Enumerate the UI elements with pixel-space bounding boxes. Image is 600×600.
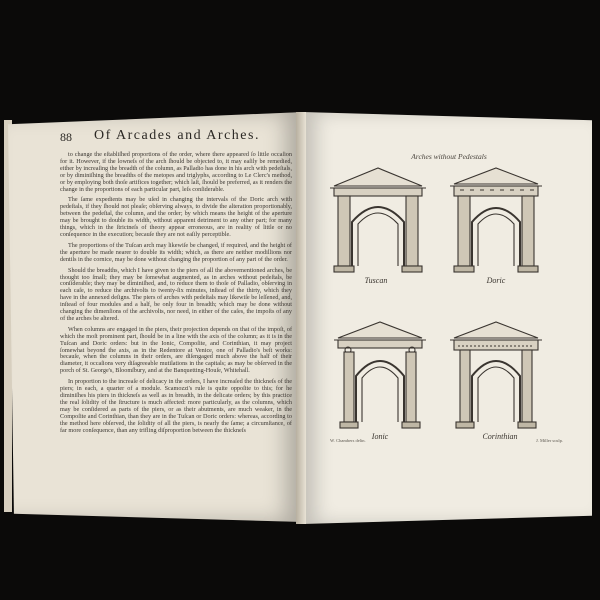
arch-label: Ionic	[371, 432, 389, 441]
arch-illustration	[446, 164, 546, 282]
corinthian-arch-drawing	[446, 318, 546, 436]
ionic-arch-drawing	[330, 318, 430, 436]
arch-illustration	[330, 318, 430, 436]
running-head	[60, 128, 290, 150]
paragraph: When columns are engaged in the piers, their projection depends on that of the impoſt, of which the moſt prominent part, ſhould be in a line with the axis of the column; as it is in the Tuſcan and Doric orders: but in the Ionic, Compoſite, and Corinthian, it may project ſomewhat beyond the axis, as in the Redentore at Venice, one of Palladio's beſt works: becauſe, when the columns in their orders, are diſengaged much above the half of their diameter, it occaſions very diſagreeable mutilations in the capitals; as may be obſerved in the porch of St. George's, Bloomſbury, and at the Banquetting-Houſe, Whitehall.	[60, 325, 292, 375]
tuscan-arch-drawing	[328, 164, 428, 282]
arch-label: Tuscan	[364, 276, 388, 285]
arch-illustration	[328, 164, 428, 282]
doric-arch-drawing	[446, 164, 546, 282]
arch-illustration	[446, 318, 546, 436]
paragraph: to change the eſtabliſhed proportions of the order, where there appeared ſo little occaſion for it. However, if the lowneſs of the arch ſhould be objected to, it may eaſily be remedied, either by increaſing the breadth of the column, as Palladio has done in his arch with pedeſtals, or by diminiſhing the breadths of the metopes and triglyphs, according to Le Clerc's method, or by employing both thoſe artifices together; which laſt, ſhould be preferred, as it renders the change in the proportions of each particular part, leſs conſiderable.	[60, 151, 292, 193]
plate-credit-right: J. Miller sculp.	[536, 438, 563, 443]
paragraph: In proportion to the increaſe of delicacy in the orders, I have increaſed the thickneſs of the piers; in each, a quarter of a module. Scamozzi's rule is quite oppoſite to this; for he diminiſhes his piers in thickneſs as well as in breadth, in the delicate orders; by this practice the real ſolidity of the ſtructure is much affected: more particularly, as the columns, which may be conſidered as parts of the piers, or as their abutments, are much weaker, in the Compoſite and Corinthian, than they are in the Tuſcan or Doric orders: whereas, according to the method here obſerved, the ſolidity of all the piers, is nearly the ſame; a circumſtance, of far more conſequence, than any trifling diſproportion between the thickneſs	[60, 378, 292, 434]
paragraph: The proportions of the Tuſcan arch may likewiſe be changed, if required, and the height of the aperture be made nearer to double its width; which, as there are neither modillions nor dentils in the cornice, may be done without changing the proportion of any part of the order.	[60, 241, 292, 263]
arch-label: Doric	[486, 276, 506, 285]
plate-title: Arches without Pedestals	[411, 152, 487, 161]
book-gutter	[296, 112, 306, 524]
paragraph: The ſame expedients may be uſed in changing the intervals of the Doric arch with pedeſtals, if they ſhould not pleaſe; obſerving always, to divide the alteration proportionably, between the pedeſtal, the column, and the order; by which means the height of the aperture may be brought to double its width, without apparent detriment to any other part; for many things, which in the ſtrictneſs of theory appear erroneous, are in reality of little or no conſequence in the execution; becauſe they are not eaſily perceptible.	[60, 196, 292, 238]
paragraph: Should the breadths, which I have given to the piers of all the abovementioned arches, be thought too ſmall; they may be ſomewhat augmented, as in arches without pedeſtals, be conſiderable; they may be diminiſhed, and, to reduce them to thoſe of Palladio, obſerving in each caſe, to reduce the archivolts to twenty-ſix minutes, inſtead of the thirty, which they have in the annexed deſigns. The piers of arches with pedeſtals may likewiſe be leſſened, and, inſtead of four modules and a half, be only four in breadth; which may be done without changing the dimenſions of the archivolts, nor need, in either of the caſes, the impoſts of any of the arches be altered.	[60, 266, 292, 322]
page-heading: Of Arcades and Arches.	[94, 128, 260, 143]
page-number: 88	[60, 130, 72, 144]
plate-credit-left: W. Chambers delin.	[330, 438, 366, 443]
body-text	[60, 152, 292, 438]
arch-label: Corinthian	[482, 432, 518, 441]
